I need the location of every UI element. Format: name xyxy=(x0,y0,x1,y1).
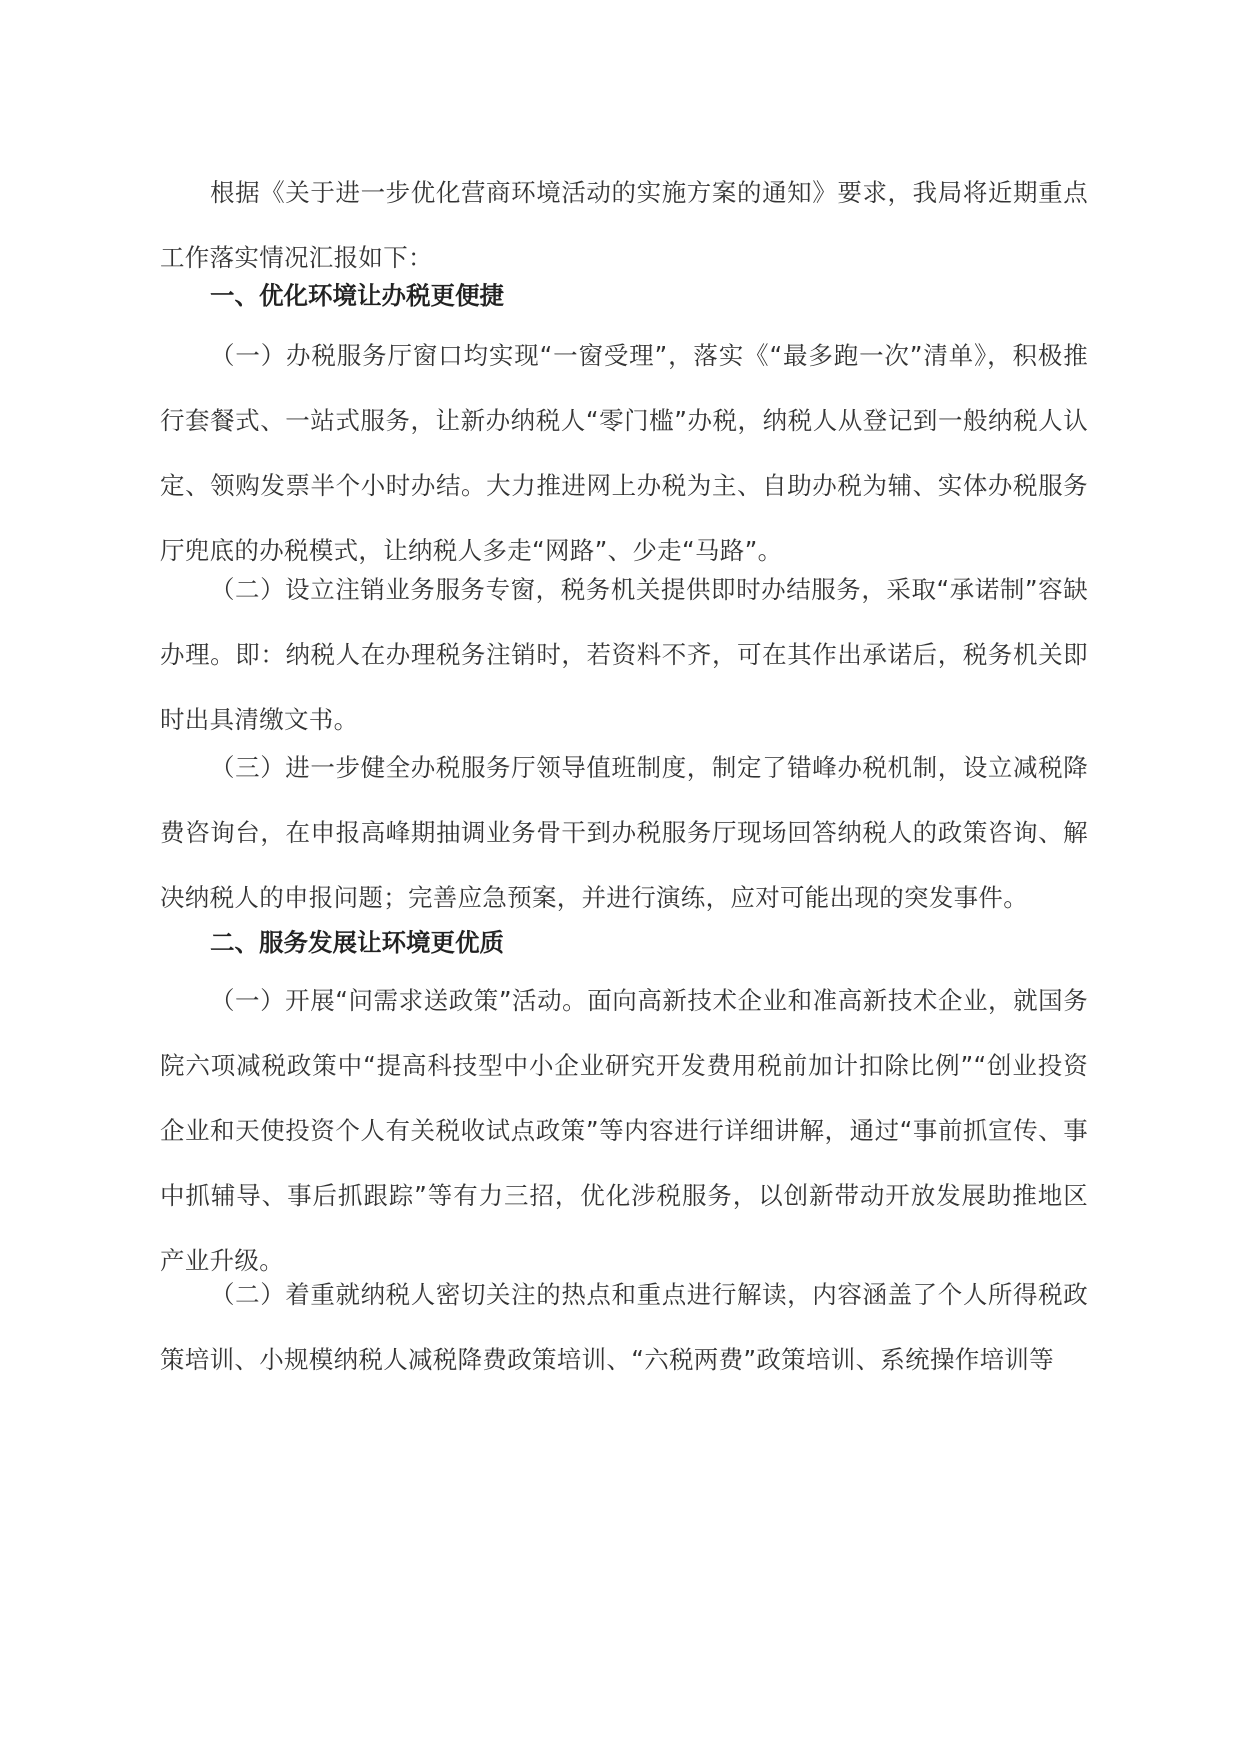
section-1-item-3: （三）进一步健全办税服务厅领导值班制度，制定了错峰办税机制，设立减税降费咨询台，在申报高峰期抽调业务骨干到办税服务厅现场回答纳税人的政策咨询、解决纳税人的申报问题；完善应急预案，并进行演练，应对可能出现的突发事件。 xyxy=(160,753,1088,912)
section-1-heading: 一、优化环境让办税更便捷 xyxy=(210,281,504,310)
section-2-item-2: （二）着重就纳税人密切关注的热点和重点进行解读，内容涵盖了个人所得税政策培训、小规模纳税人减税降费政策培训、“六税两费”政策培训、系统操作培训等 xyxy=(160,1280,1088,1374)
document-page xyxy=(160,0,1088,1754)
section-2-heading: 二、服务发展让环境更优质 xyxy=(210,928,504,957)
section-1-item-1: （一）办税服务厅窗口均实现“一窗受理”，落实《“最多跑一次”清单》，积极推行套餐式、一站式服务，让新办纳税人“零门槛”办税，纳税人从登记到一般纳税人认定、领购发票半个小时办结。大力推进网上办税为主、自助办税为辅、实体办税服务厅兜底的办税模式，让纳税人多走“网路”、少走“马路”。 xyxy=(160,341,1088,565)
section-1-item-2: （二）设立注销业务服务专窗，税务机关提供即时办结服务，采取“承诺制”容缺办理。即：纳税人在办理税务注销时，若资料不齐，可在其作出承诺后，税务机关即时出具清缴文书。 xyxy=(160,575,1088,734)
section-2-item-1: （一）开展“问需求送政策”活动。面向高新技术企业和准高新技术企业，就国务院六项减税政策中“提高科技型中小企业研究开发费用税前加计扣除比例”“创业投资企业和天使投资个人有关税收试点政策”等内容进行详细讲解，通过“事前抓宣传、事中抓辅导、事后抓跟踪”等有力三招，优化涉税服务，以创新带动开放发展助推地区产业升级。 xyxy=(160,986,1088,1275)
intro-paragraph: 根据《关于进一步优化营商环境活动的实施方案的通知》要求，我局将近期重点工作落实情况汇报如下： xyxy=(160,178,1088,272)
